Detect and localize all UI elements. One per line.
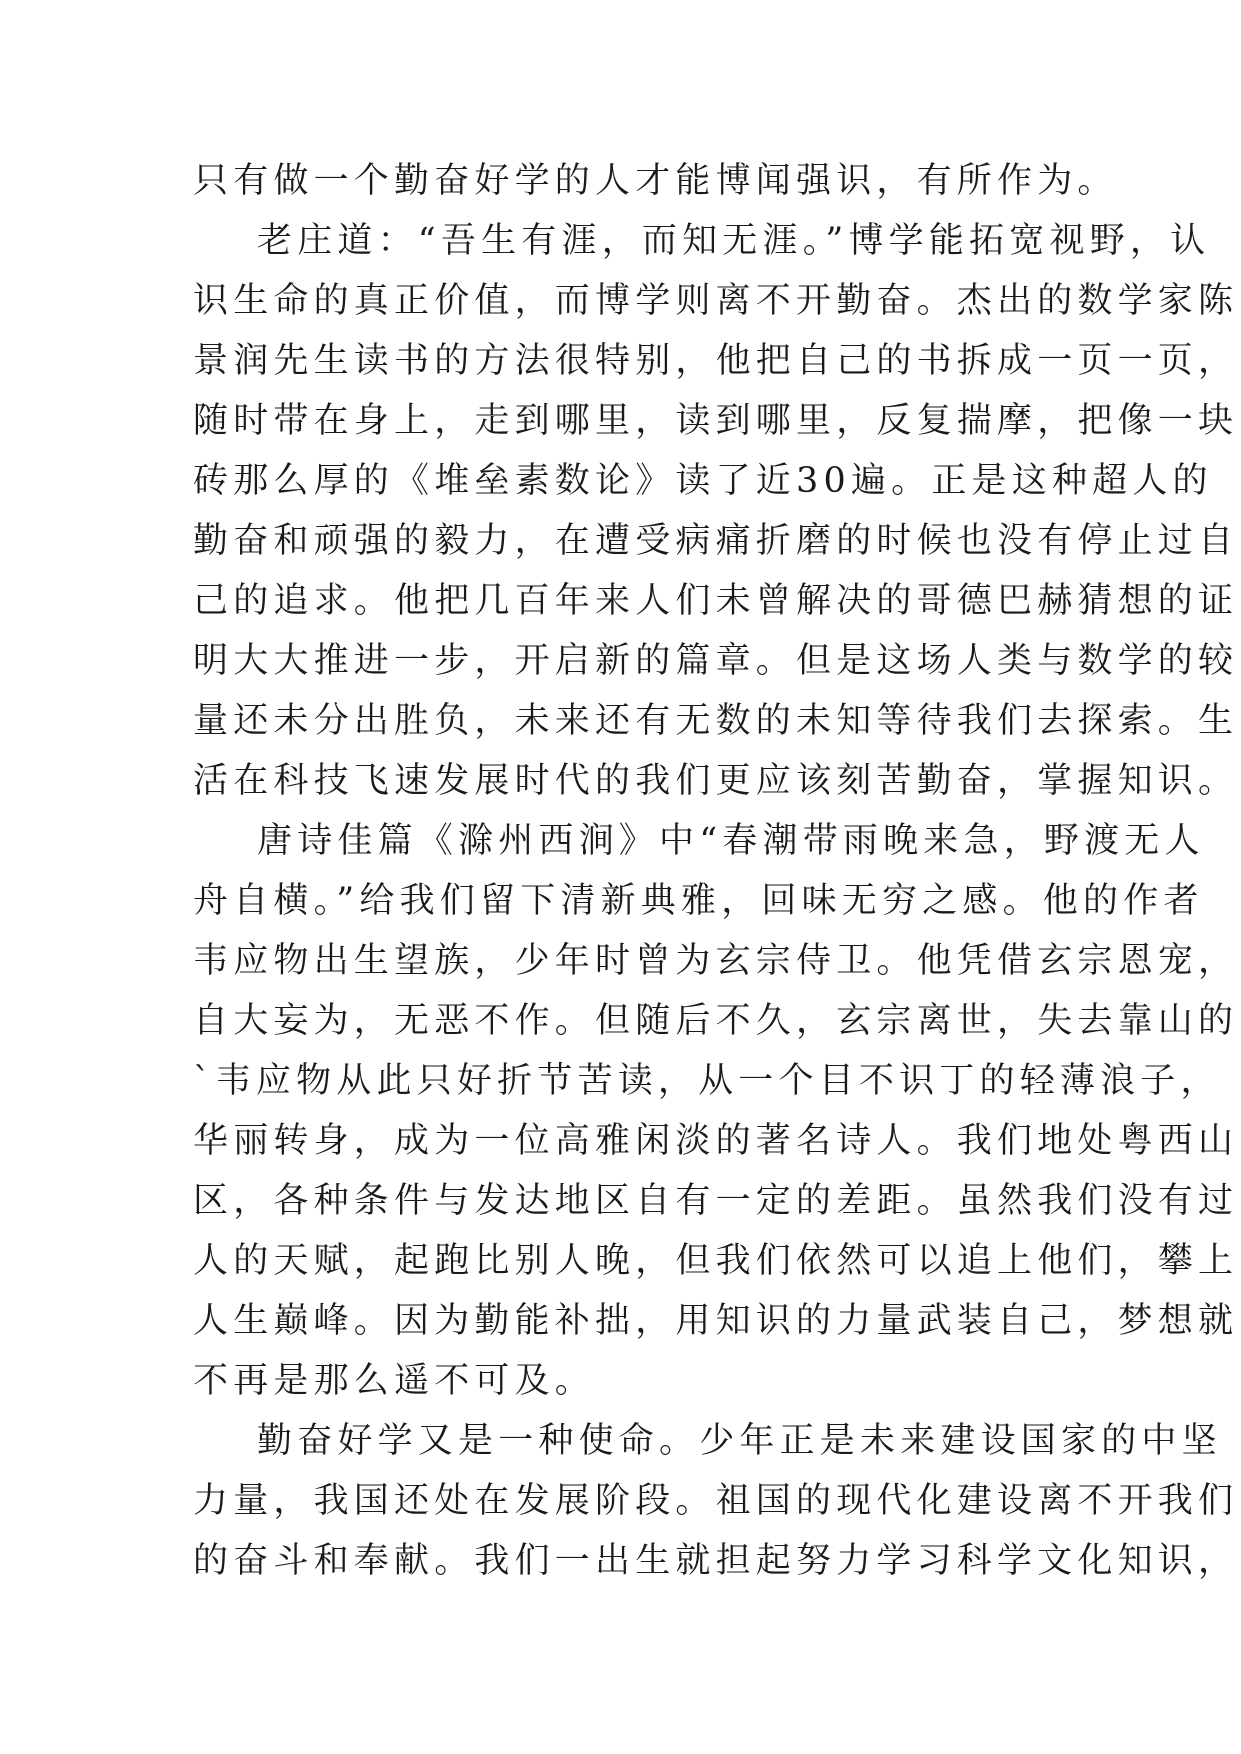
text-line: 活在科技飞速发展时代的我们更应该刻苦勤奋，掌握知识。: [193, 761, 1239, 801]
text-line: 景润先生读书的方法很特别，他把自己的书拆成一页一页，: [193, 341, 1239, 381]
paragraph-first-line: 唐诗佳篇《滁州西涧》中“春潮带雨晚来急，野渡无人: [257, 821, 1205, 861]
text-line: 量还未分出胜负，未来还有无数的未知等待我们去探索。生: [193, 701, 1239, 741]
paragraph-first-line: 老庄道：“吾生有涯，而知无涯。”博学能拓宽视野，认: [257, 221, 1211, 261]
text-line: `韦应物从此只好折节苦读，从一个目不识丁的轻薄浪子，: [193, 1061, 1221, 1101]
text-line: 砖那么厚的《堆垒素数论》读了近30遍。正是这种超人的: [193, 461, 1213, 501]
text-line: 区，各种条件与发达地区自有一定的差距。虽然我们没有过: [193, 1181, 1239, 1221]
text-line: 华丽转身，成为一位高雅闲淡的著名诗人。我们地处粤西山: [193, 1121, 1239, 1161]
text-line: 识生命的真正价值，而博学则离不开勤奋。杰出的数学家陈: [193, 281, 1239, 321]
text-line: 人生巅峰。因为勤能补拙，用知识的力量武装自己，梦想就: [193, 1301, 1239, 1341]
text-line: 明大大推进一步，开启新的篇章。但是这场人类与数学的较: [193, 641, 1239, 681]
text-line: 己的追求。他把几百年来人们未曾解决的哥德巴赫猜想的证: [193, 581, 1239, 621]
text-line: 勤奋和顽强的毅力，在遭受病痛折磨的时候也没有停止过自: [193, 521, 1239, 561]
text-line: 力量，我国还处在发展阶段。祖国的现代化建设离不开我们: [193, 1481, 1239, 1521]
text-line: 的奋斗和奉献。我们一出生就担起努力学习科学文化知识，: [193, 1541, 1239, 1581]
text-line: 自大妄为，无恶不作。但随后不久，玄宗离世，失去靠山的: [193, 1001, 1239, 1041]
text-line: 不再是那么遥不可及。: [193, 1361, 596, 1401]
text-line: 随时带在身上，走到哪里，读到哪里，反复揣摩，把像一块: [193, 401, 1239, 441]
text-line: 韦应物出生望族，少年时曾为玄宗侍卫。他凭借玄宗恩宠，: [193, 941, 1239, 981]
text-line: 只有做一个勤奋好学的人才能博闻强识，有所作为。: [193, 161, 1118, 201]
paragraph-first-line: 勤奋好学又是一种使命。少年正是未来建设国家的中坚: [257, 1421, 1222, 1461]
text-line: 人的天赋，起跑比别人晚，但我们依然可以追上他们，攀上: [193, 1241, 1239, 1281]
text-line: 舟自横。”给我们留下清新典雅，回味无穷之感。他的作者: [193, 881, 1204, 921]
